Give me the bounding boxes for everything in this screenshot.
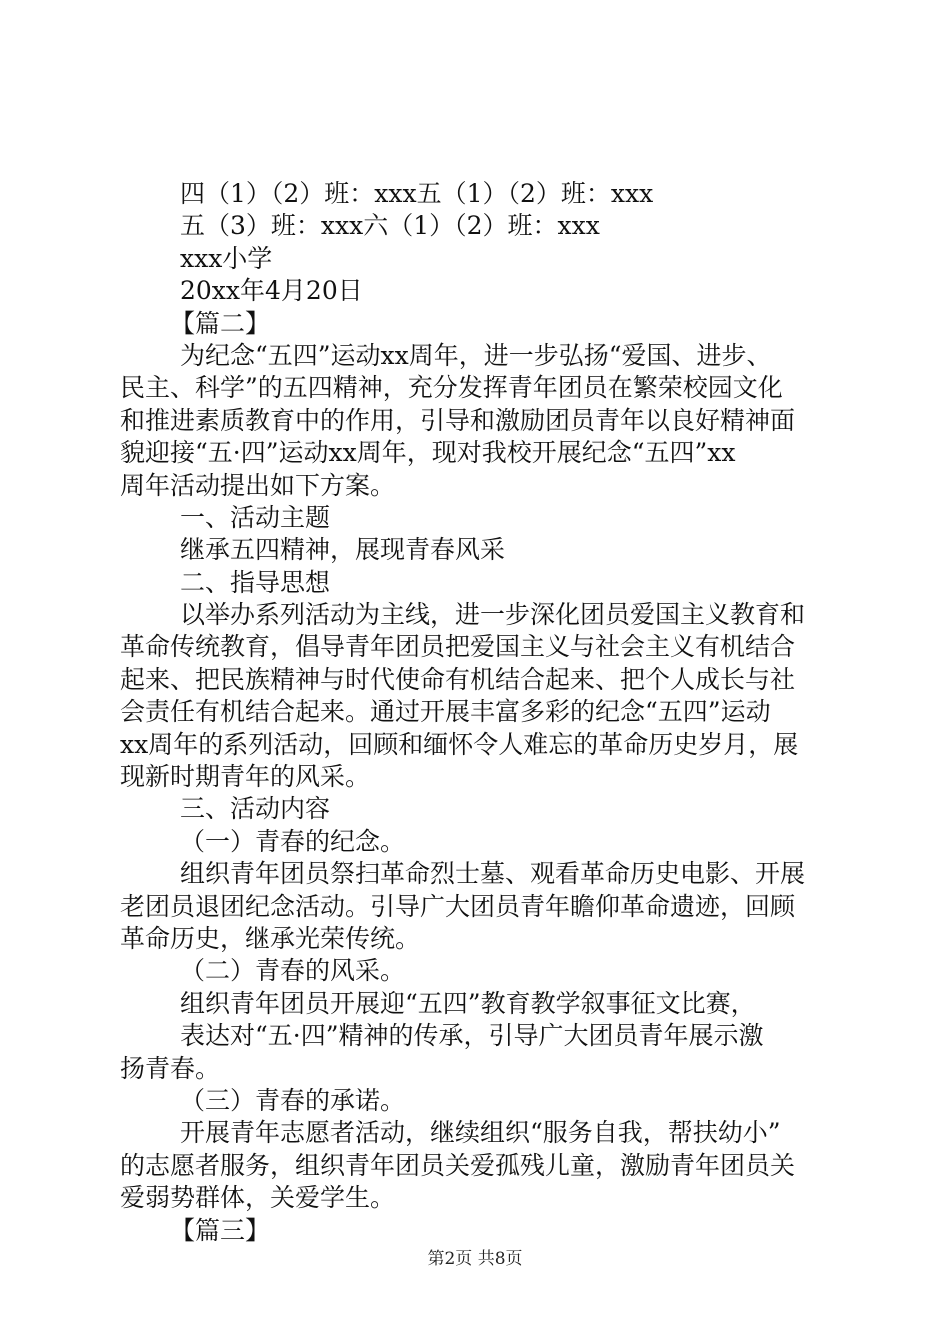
text-line: 为纪念“五四”运动xx周年，进一步弘扬“爱国、进步、	[180, 340, 772, 370]
subheading: 一、活动主题	[180, 502, 331, 532]
date-line: 20xx年4月20日	[180, 276, 363, 306]
text-line: 开展青年志愿者活动，继续组织“服务自我，帮扶幼小”	[180, 1118, 781, 1148]
subheading: （二）青春的风采。	[180, 956, 406, 986]
text-line: 的志愿者服务，组织青年团员关爱孤残儿童，激励青年团员关	[120, 1150, 796, 1180]
text-line: 以举办系列活动为主线，进一步深化团员爱国主义教育和	[180, 600, 806, 630]
text-line: 革命历史，继承光荣传统。	[120, 923, 421, 953]
text-line: 扬青春。	[120, 1053, 221, 1083]
subheading: 三、活动内容	[180, 794, 331, 824]
text-line: 周年活动提出如下方案。	[120, 470, 396, 500]
text-line: 老团员退团纪念活动。引导广大团员青年瞻仰革命遗迹，回顾	[120, 891, 796, 921]
section-heading: 【篇三】	[170, 1215, 271, 1245]
text-line: 五（3）班：xxx六（1）（2）班：xxx	[180, 211, 600, 241]
subheading: （三）青春的承诺。	[180, 1085, 406, 1115]
text-line: 貌迎接“五·四”运动xx周年，现对我校开展纪念“五四”xx	[120, 438, 736, 468]
text-line: 表达对“五·四”精神的传承，引导广大团员青年展示激	[180, 1021, 764, 1051]
text-line: 起来、把民族精神与时代使命有机结合起来、把个人成长与社	[120, 664, 796, 694]
text-line: 继承五四精神，展现青春风采	[180, 535, 506, 565]
page-number-footer: 第2页 共8页	[427, 1249, 523, 1269]
text-line: 组织青年团员开展迎“五四”教育教学叙事征文比赛，	[180, 988, 756, 1018]
text-line: 革命传统教育，倡导青年团员把爱国主义与社会主义有机结合	[120, 632, 796, 662]
text-line: xxx小学	[180, 243, 273, 273]
text-line: 现新时期青年的风采。	[120, 762, 371, 792]
text-line: 四（1）（2）班：xxx五（1）（2）班：xxx	[180, 179, 654, 208]
text-line: 组织青年团员祭扫革命烈士墓、观看革命历史电影、开展	[180, 859, 806, 889]
document-body	[120, 178, 832, 1247]
subheading: 二、指导思想	[180, 567, 331, 597]
text-line: 民主、科学”的五四精神，充分发挥青年团员在繁荣校园文化	[120, 373, 783, 403]
text-line: 爱弱势群体，关爱学生。	[120, 1183, 396, 1213]
text-line: 和推进素质教育中的作用，引导和激励团员青年以良好精神面	[120, 405, 796, 435]
subheading: （一）青春的纪念。	[180, 826, 406, 856]
section-heading: 【篇二】	[170, 308, 271, 338]
text-line: 会责任有机结合起来。通过开展丰富多彩的纪念“五四”运动	[120, 697, 771, 727]
text-line: xx周年的系列活动，回顾和缅怀令人难忘的革命历史岁月，展	[120, 729, 799, 759]
